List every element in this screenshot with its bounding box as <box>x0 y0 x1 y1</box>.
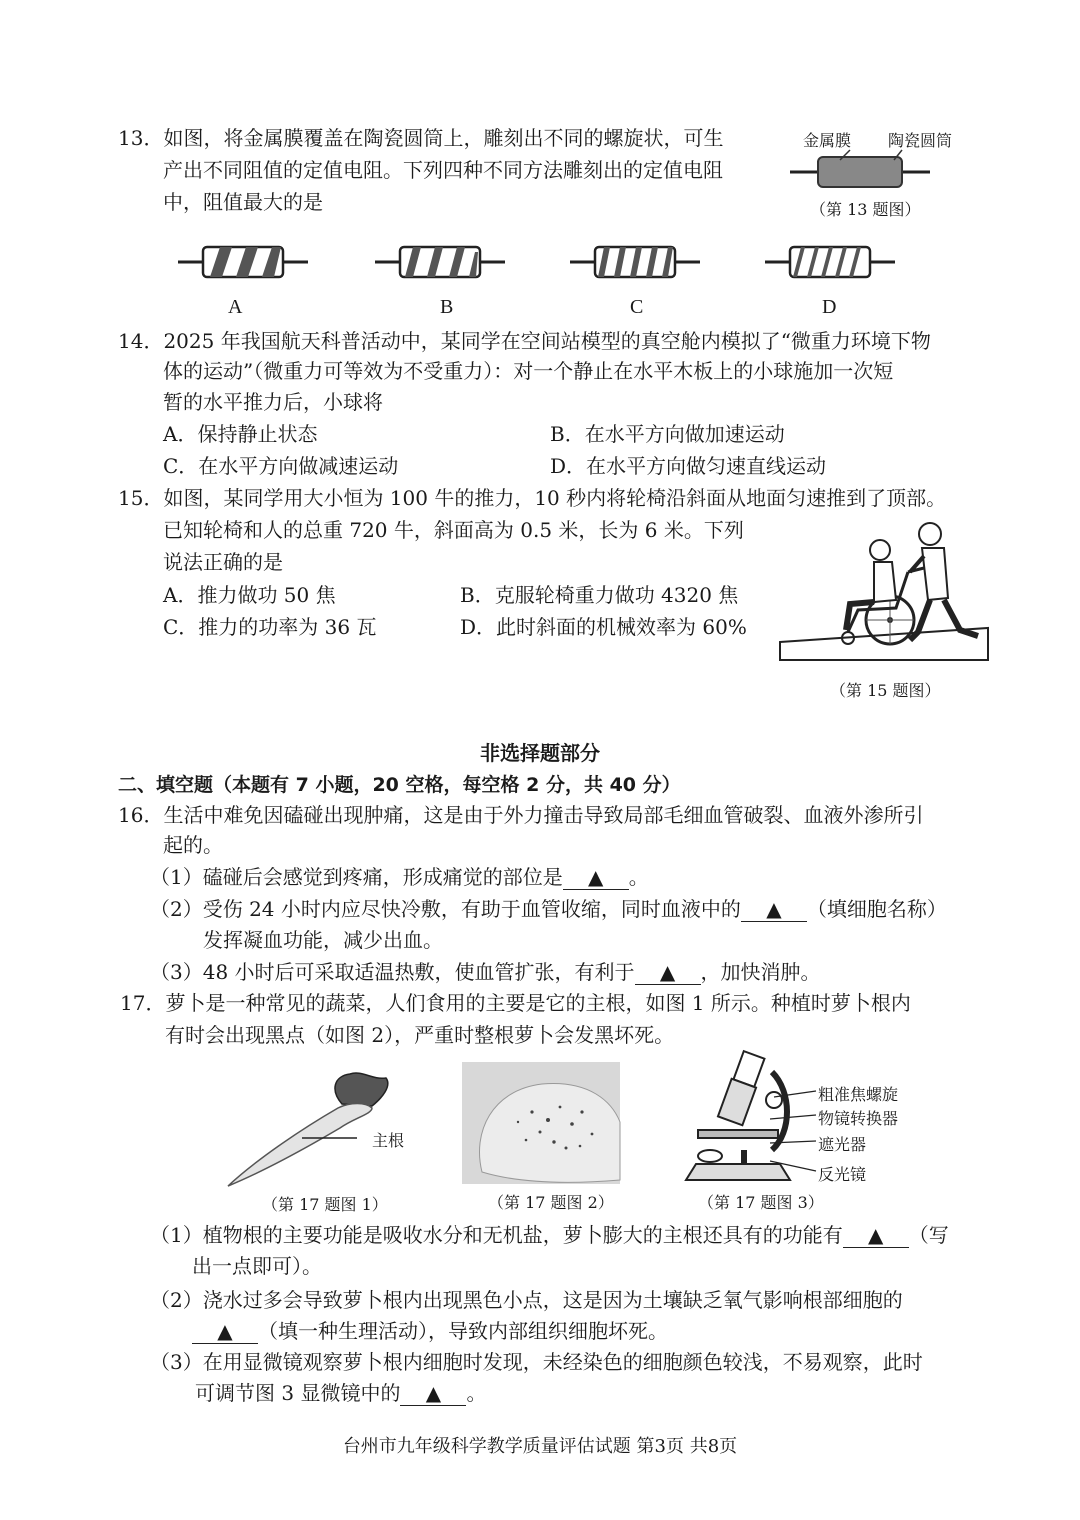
q17-microscope-leaders <box>770 1085 820 1185</box>
section-heading: 二、填空题（本题有 7 小题，20 空格，每空格 2 分，共 40 分） <box>118 774 681 796</box>
q17-sub1: （1）植物根的主要功能是吸收水分和无机盐，萝卜膨大的主根还具有的功能有 ▲ （写 <box>150 1223 949 1247</box>
q13-option-d[interactable]: D <box>822 296 837 318</box>
q17-blank-2[interactable]: ▲ <box>192 1319 258 1344</box>
q14-option-b[interactable]: B．在水平方向做加速运动 <box>550 422 785 446</box>
q15-line2: 已知轮椅和人的总重 720 牛，斜面高为 0.5 米，长为 6 米。下列 <box>163 518 744 542</box>
q13-resistor-b <box>375 242 505 282</box>
page-footer: 台州市九年级科学教学质量评估试题 第3页 共8页 <box>342 1436 738 1457</box>
q17-fig1-caption: （第 17 题图 1） <box>262 1195 388 1214</box>
q17-sub2: （2）浇水过多会导致萝卜根内出现黑色小点，这是因为土壤缺乏氧气影响根部细胞的 <box>150 1288 903 1312</box>
q13-resistor-a <box>178 242 308 282</box>
q16-blank-2[interactable]: ▲ <box>741 897 807 922</box>
q16-sub1: （1）磕碰后会感觉到疼痛，形成痛觉的部位是 ▲ 。 <box>150 865 649 889</box>
q13-line2: 产出不同阻值的定值电阻。下列四种不同方法雕刻出的定值电阻 <box>163 158 723 182</box>
q17-line1: 17．萝卜是一种常见的蔬菜，人们食用的主要是它的主根，如图 1 所示。种植时萝卜根内 <box>120 991 911 1015</box>
q16-sub3: （3）48 小时后可采取适温热敷，使血管扩张，有利于 ▲ ，加快消肿。 <box>150 960 821 984</box>
q13-fig-label-tube: 陶瓷圆筒 <box>888 131 953 150</box>
q13-line3: 中，阻值最大的是 <box>163 190 323 214</box>
q16-blank-3[interactable]: ▲ <box>635 960 701 985</box>
q13-option-b[interactable]: B <box>440 296 454 318</box>
q13-fig-caption: （第 13 题图） <box>810 200 921 219</box>
q16-line2: 起的。 <box>163 833 223 857</box>
q17-fig3-label-mirror: 反光镜 <box>818 1165 867 1184</box>
q15-option-d[interactable]: D．此时斜面的机械效率为 60% <box>460 615 747 639</box>
q17-fig3-label-coarse: 粗准焦螺旋 <box>818 1085 899 1104</box>
q15-wheelchair-figure <box>778 520 993 670</box>
q14-option-c[interactable]: C．在水平方向做减速运动 <box>163 454 399 478</box>
q13-line1: 13．如图，将金属膜覆盖在陶瓷圆筒上，雕刻出不同的螺旋状，可生 <box>118 126 724 150</box>
q17-line2: 有时会出现黑点（如图 2），严重时整根萝卜会发黑坏死。 <box>165 1023 675 1047</box>
q14-line2: 体的运动”（微重力可等效为不受重力）：对一个静止在水平木板上的小球施加一次短 <box>163 359 894 383</box>
q15-line1: 15．如图，某同学用大小恒为 100 牛的推力，10 秒内将轮椅沿斜面从地面匀速推到了顶部。 <box>118 486 947 510</box>
q17-fig3-label-nosepiece: 物镜转换器 <box>818 1109 899 1128</box>
q14-line3: 暂的水平推力后，小球将 <box>163 390 383 414</box>
q13-fig-label-film: 金属膜 <box>803 131 852 150</box>
q17-fig3-caption: （第 17 题图 3） <box>698 1193 824 1212</box>
q16-sub2b: 发挥凝血功能，减少出血。 <box>203 928 443 952</box>
q13-resistor-c <box>570 242 700 282</box>
section-title: 非选择题部分 <box>480 741 600 765</box>
q17-fig1-label: 主根 <box>372 1131 405 1150</box>
q17-sub3: （3）在用显微镜观察萝卜根内细胞时发现，未经染色的细胞颜色较浅，不易观察，此时 <box>150 1350 923 1374</box>
q16-line1: 16．生活中难免因磕碰出现肿痛，这是由于外力撞击导致局部毛细血管破裂、血液外渗所引 <box>118 803 924 827</box>
q17-sub2b: ▲ （填一种生理活动），导致内部组织细胞坏死。 <box>192 1316 668 1346</box>
q13-option-a[interactable]: A <box>228 296 243 318</box>
q17-sub1b: 出一点即可）。 <box>192 1254 322 1278</box>
q14-option-a[interactable]: A．保持静止状态 <box>163 422 318 446</box>
q17-fig3-label-diaphragm: 遮光器 <box>818 1135 867 1154</box>
q17-sub3b: 可调节图 3 显微镜中的 ▲ 。 <box>195 1381 487 1405</box>
q15-option-a[interactable]: A．推力做功 50 焦 <box>163 583 336 607</box>
q13-option-c[interactable]: C <box>630 296 644 318</box>
q14-line1: 14．2025 年我国航天科普活动中，某同学在空间站模型的真空舱内模拟了“微重力环境下物 <box>118 329 931 353</box>
q16-sub2: （2）受伤 24 小时内应尽快冷敷，有助于血管收缩，同时血液中的 ▲ （填细胞名称） <box>150 897 947 921</box>
q13-resistor-figure <box>790 148 930 193</box>
q15-option-c[interactable]: C．推力的功率为 36 瓦 <box>163 615 377 639</box>
q15-line3: 说法正确的是 <box>163 550 283 574</box>
q17-radish-section-figure <box>462 1062 620 1184</box>
q13-resistor-d <box>765 242 895 282</box>
q17-fig2-caption: （第 17 题图 2） <box>488 1193 614 1212</box>
q15-option-b[interactable]: B．克服轮椅重力做功 4320 焦 <box>460 583 739 607</box>
q14-option-d[interactable]: D．在水平方向做匀速直线运动 <box>550 454 827 478</box>
q16-blank-1[interactable]: ▲ <box>563 865 629 890</box>
q17-blank-1[interactable]: ▲ <box>843 1223 909 1248</box>
q17-blank-3[interactable]: ▲ <box>400 1381 466 1406</box>
q15-fig-caption: （第 15 题图） <box>830 681 941 700</box>
